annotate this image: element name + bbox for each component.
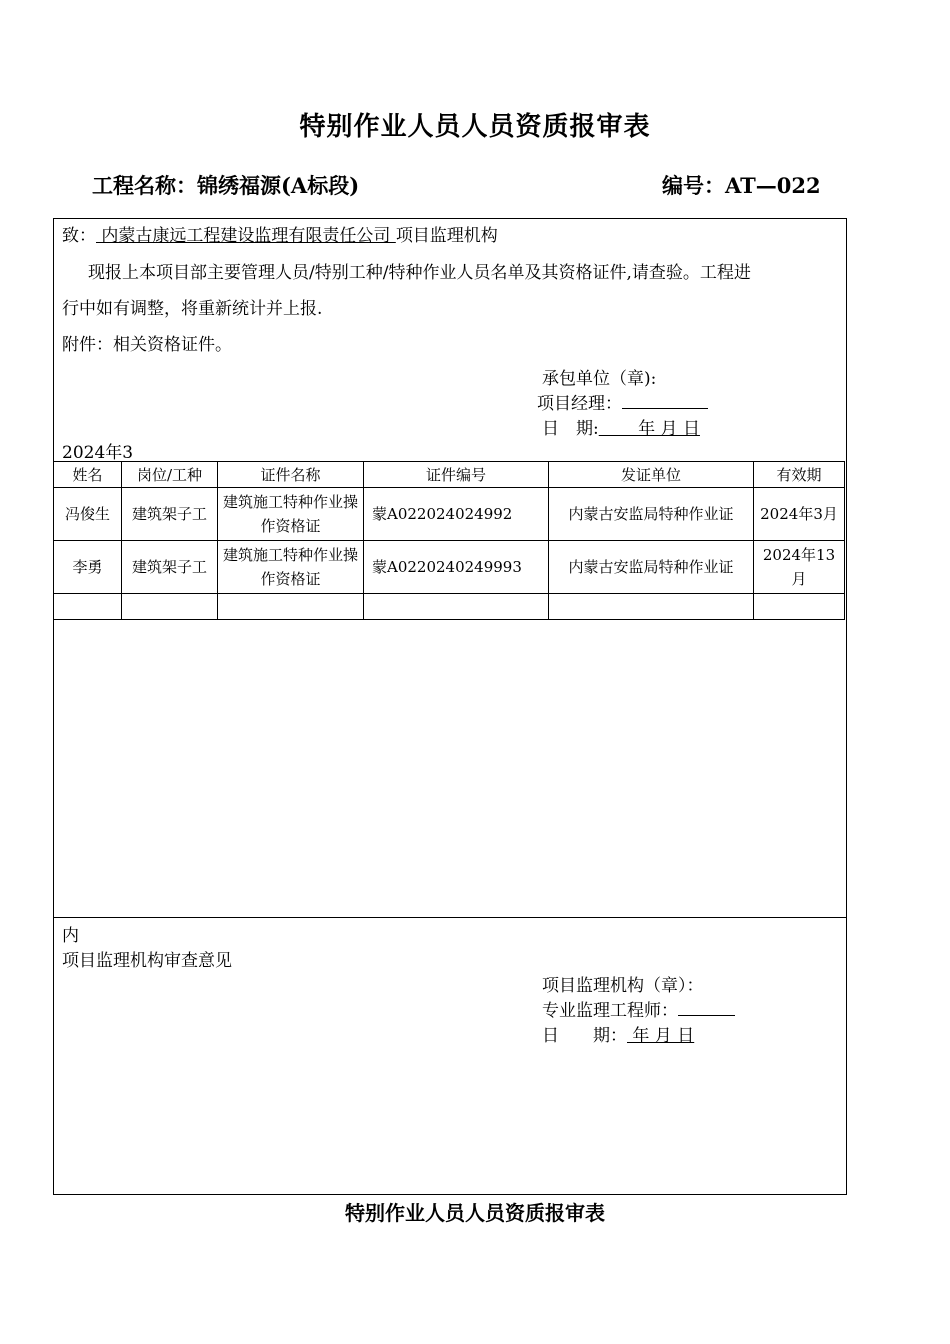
contractor-date-value: 年 月 日 [598, 419, 700, 439]
cell-certificate-name: 建筑施工特种作业操作资格证 [218, 488, 364, 541]
review-char: 内 [62, 926, 79, 946]
cell-issuer: 内蒙古安监局特种作业证 [549, 488, 754, 541]
cell-certificate-name: 建筑施工特种作业操作资格证 [218, 541, 364, 594]
cell-validity: 2024年13月 [754, 541, 845, 594]
cell-issuer [549, 594, 754, 620]
table-row [54, 541, 845, 594]
cell-position: 建筑架子工 [122, 488, 218, 541]
supervising-engineer-line [542, 996, 735, 1021]
recipient-line [62, 221, 498, 246]
header-certificate-name: 证件名称 [218, 462, 364, 488]
project-name: 工程名称：锦绣福源(A标段) [92, 173, 360, 198]
table-row [54, 488, 845, 541]
cell-name: 李勇 [54, 541, 122, 594]
body-text-line-1: 现报上本项目部主要管理人员/特别工种/特种作业人员名单及其资格证件,请查验。工程进 [88, 263, 751, 283]
header-position: 岗位/工种 [122, 462, 218, 488]
cell-issuer: 内蒙古安监局特种作业证 [549, 541, 754, 594]
contractor-date-label: 日 期: [542, 419, 599, 439]
project-manager-signature[interactable] [622, 393, 708, 409]
cell-certificate-number: 蒙A0220240249993 [364, 541, 549, 594]
cell-validity: 2024年3月 [754, 488, 845, 541]
document-number: 编号：AT—022 [662, 173, 821, 198]
cell-validity [754, 594, 845, 620]
header-name: 姓名 [54, 462, 122, 488]
form-frame [53, 218, 847, 1195]
recipient-org: 内蒙古康远工程建设监理有限责任公司 [96, 226, 396, 246]
cell-position [122, 594, 218, 620]
table-row-empty [54, 594, 845, 620]
table-header-row [54, 462, 845, 488]
cell-certificate-number [364, 594, 549, 620]
cell-name: 冯俊生 [54, 488, 122, 541]
attachment-note: 附件：相关资格证件。 [62, 335, 232, 355]
cell-position: 建筑架子工 [122, 541, 218, 594]
cell-name [54, 594, 122, 620]
header-validity: 有效期 [754, 462, 845, 488]
page-title: 特别作业人员人员资质报审表 [299, 112, 651, 142]
review-opinion-label: 项目监理机构审查意见 [62, 951, 232, 971]
supervision-seal-label: 项目监理机构（章）： [542, 976, 704, 996]
review-date-value: 年 月 日 [627, 1026, 695, 1046]
recipient-suffix: 项目监理机构 [395, 226, 498, 246]
contractor-seal-label: 承包单位（章): [542, 369, 657, 389]
review-date-label: 日 期： [542, 1026, 627, 1046]
recipient-prefix: 致： [62, 226, 96, 246]
review-date-line [542, 1021, 694, 1046]
contractor-date-line [542, 414, 700, 439]
section-divider [53, 917, 847, 918]
body-text-line-2: 行中如有调整，将重新统计并上报. [62, 299, 323, 319]
cell-certificate-number: 蒙A022024024992 [364, 488, 549, 541]
header-certificate-number: 证件编号 [364, 462, 549, 488]
header-issuer: 发证单位 [549, 462, 754, 488]
footer-title: 特别作业人员人员资质报审表 [345, 1201, 605, 1225]
cell-certificate-name [218, 594, 364, 620]
supervising-engineer-signature[interactable] [678, 1000, 735, 1016]
project-manager-label: 项目经理： [537, 394, 622, 414]
year-note: 2024年3 [62, 443, 134, 463]
supervising-engineer-label: 专业监理工程师： [542, 1001, 678, 1021]
project-manager-line [537, 389, 708, 414]
personnel-table [53, 461, 845, 620]
